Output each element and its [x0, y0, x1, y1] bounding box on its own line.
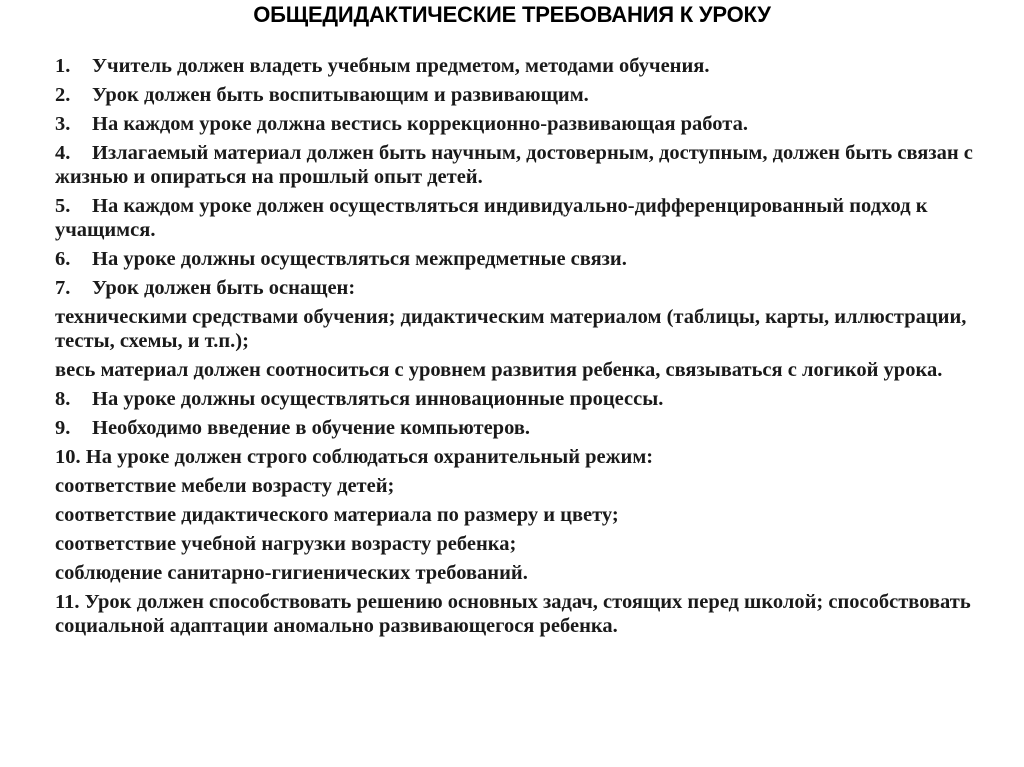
- item-text: На уроке должны осуществляться инновационные процессы.: [92, 388, 664, 410]
- list-item: [55, 532, 975, 556]
- list-item: [55, 561, 975, 585]
- list-item: [55, 445, 975, 469]
- item-text: соответствие дидактического материала по размеру и цвету;: [55, 504, 619, 526]
- list-item: [55, 112, 975, 136]
- item-text: соответствие учебной нагрузки возрасту ребенка;: [55, 533, 517, 555]
- item-number: 11.: [55, 591, 80, 613]
- item-text: На каждом уроке должен осуществляться индивидуально-дифференцированный подход к учащимся.: [55, 195, 928, 241]
- item-text: Излагаемый материал должен быть научным, достоверным, доступным, должен быть связан с жизнью и опираться на прошлый опыт детей.: [55, 142, 973, 188]
- list-item: [55, 358, 975, 382]
- list-item: [55, 194, 975, 242]
- item-text: Учитель должен владеть учебным предметом, методами обучения.: [92, 55, 710, 77]
- item-text: весь материал должен соотноситься с уровнем развития ребенка, связываться с логикой урока.: [55, 359, 943, 381]
- item-number: 8.: [55, 388, 71, 410]
- item-number: 5.: [55, 195, 71, 217]
- item-number: 2.: [55, 84, 71, 106]
- item-number: 7.: [55, 277, 71, 299]
- list-item: [55, 387, 975, 411]
- item-text: соблюдение санитарно-гигиенических требований.: [55, 562, 528, 584]
- list-item: [55, 276, 975, 300]
- item-number: 6.: [55, 248, 71, 270]
- list-item: [55, 503, 975, 527]
- list-item: [55, 247, 975, 271]
- list-item: [55, 305, 975, 353]
- item-number: 4.: [55, 142, 71, 164]
- item-number: 10.: [55, 446, 81, 468]
- item-text: На уроке должны осуществляться межпредметные связи.: [92, 248, 627, 270]
- item-text: Урок должен быть оснащен:: [92, 277, 356, 299]
- requirements-list: [55, 54, 975, 643]
- item-text: Необходимо введение в обучение компьютеров.: [92, 417, 531, 439]
- page-title: ОБЩЕДИДАКТИЧЕСКИЕ ТРЕБОВАНИЯ К УРОКУ: [253, 2, 771, 27]
- list-item: [55, 141, 975, 189]
- list-item: [55, 416, 975, 440]
- list-item: [55, 590, 975, 638]
- list-item: [55, 474, 975, 498]
- item-number: 1.: [55, 55, 71, 77]
- list-item: [55, 83, 975, 107]
- item-text: На каждом уроке должна вестись коррекционно-развивающая работа.: [92, 113, 748, 135]
- item-number: 9.: [55, 417, 71, 439]
- item-text: Урок должен способствовать решению основных задач, стоящих перед школой; способствовать социальной адаптации аномально развивающегося ребенка.: [55, 591, 971, 637]
- item-text: Урок должен быть воспитывающим и развивающим.: [92, 84, 589, 106]
- item-number: 3.: [55, 113, 71, 135]
- item-text: техническими средствами обучения; дидактическим материалом (таблицы, карты, иллюстрации, тесты, схемы, и т.п.);: [55, 306, 967, 352]
- item-text: соответствие мебели возрасту детей;: [55, 475, 395, 497]
- list-item: [55, 54, 975, 78]
- item-text: На уроке должен строго соблюдаться охранительный режим:: [85, 446, 654, 468]
